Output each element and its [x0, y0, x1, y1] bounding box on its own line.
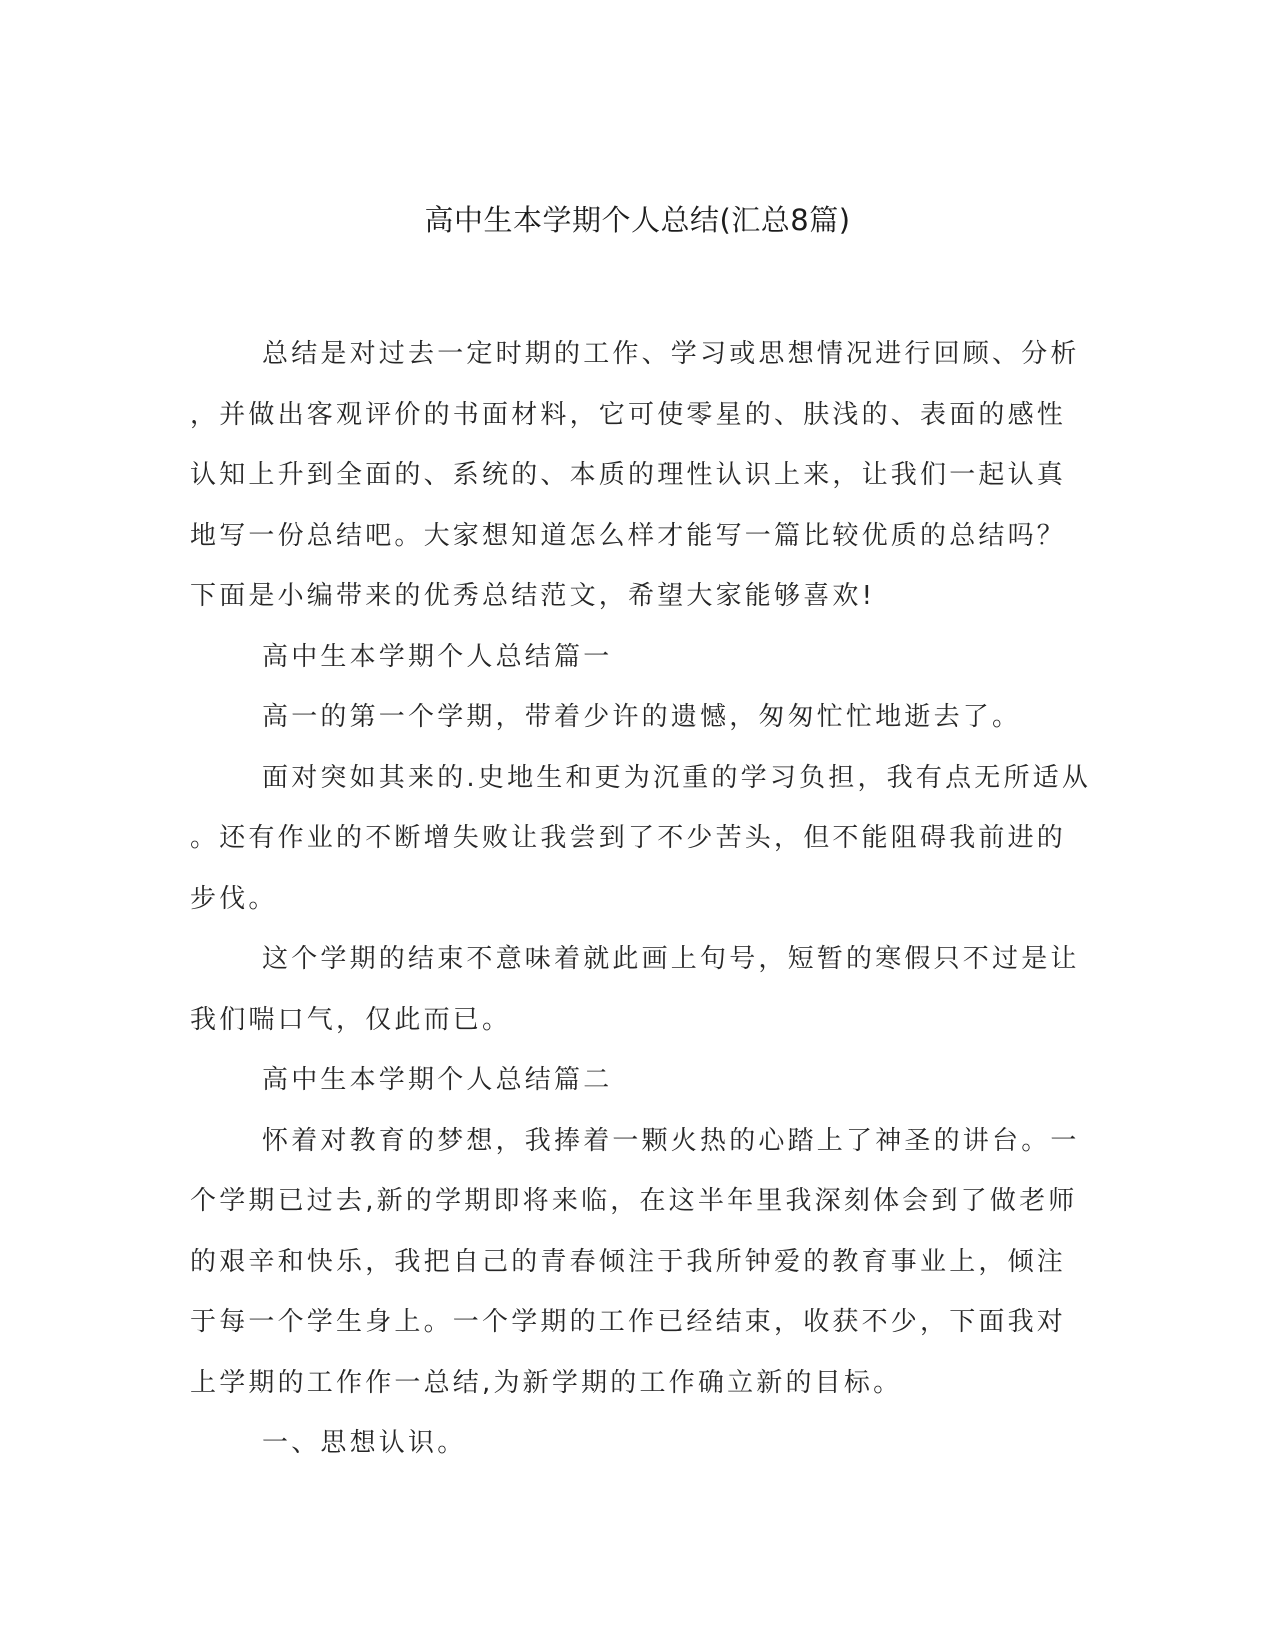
text-line: 地写一份总结吧。大家想知道怎么样才能写一篇比较优质的总结吗？ [190, 520, 1067, 551]
document-title: 高中生本学期个人总结(汇总8篇) [424, 203, 851, 237]
section-heading: 高中生本学期个人总结篇二 [262, 1065, 613, 1095]
document-body [190, 324, 1092, 1474]
text-line: 怀着对教育的梦想，我捧着一颗火热的心踏上了神圣的讲台。一 [262, 1125, 1080, 1156]
text-line: 个学期已过去,新的学期即将来临，在这半年里我深刻体会到了做老师 [190, 1186, 1078, 1216]
text-line: 我们喘口气，仅此而已。 [190, 1004, 512, 1035]
text-line: 于每一个学生身上。一个学期的工作已经结束，收获不少，下面我对 [190, 1307, 1067, 1337]
text-line: 的艰辛和快乐，我把自己的青春倾注于我所钟爱的教育事业上，倾注 [190, 1246, 1067, 1277]
text-line: ，并做出客观评价的书面材料，它可使零星的、肤浅的、表面的感性 [190, 399, 1067, 430]
section-heading: 高中生本学期个人总结篇一 [262, 641, 613, 672]
text-line: 面对突如其来的.史地生和更为沉重的学习负担，我有点无所适从 [262, 762, 1092, 793]
section-subheading: 一、思想认识。 [262, 1428, 467, 1458]
text-line: 步伐。 [190, 883, 278, 914]
text-line: 上学期的工作作一总结,为新学期的工作确立新的目标。 [190, 1367, 903, 1398]
text-line: 总结是对过去一定时期的工作、学习或思想情况进行回顾、分析 [262, 339, 1080, 369]
text-line: 。还有作业的不断增失败让我尝到了不少苦头，但不能阻碍我前进的 [190, 823, 1067, 853]
text-line: 这个学期的结束不意味着就此画上句号，短暂的寒假只不过是让 [262, 944, 1080, 974]
text-line: 认知上升到全面的、系统的、本质的理性认识上来，让我们一起认真 [190, 460, 1067, 490]
text-line: 高一的第一个学期，带着少许的遗憾，匆匆忙忙地逝去了。 [262, 702, 1022, 732]
text-line: 下面是小编带来的优秀总结范文，希望大家能够喜欢! [190, 581, 876, 611]
